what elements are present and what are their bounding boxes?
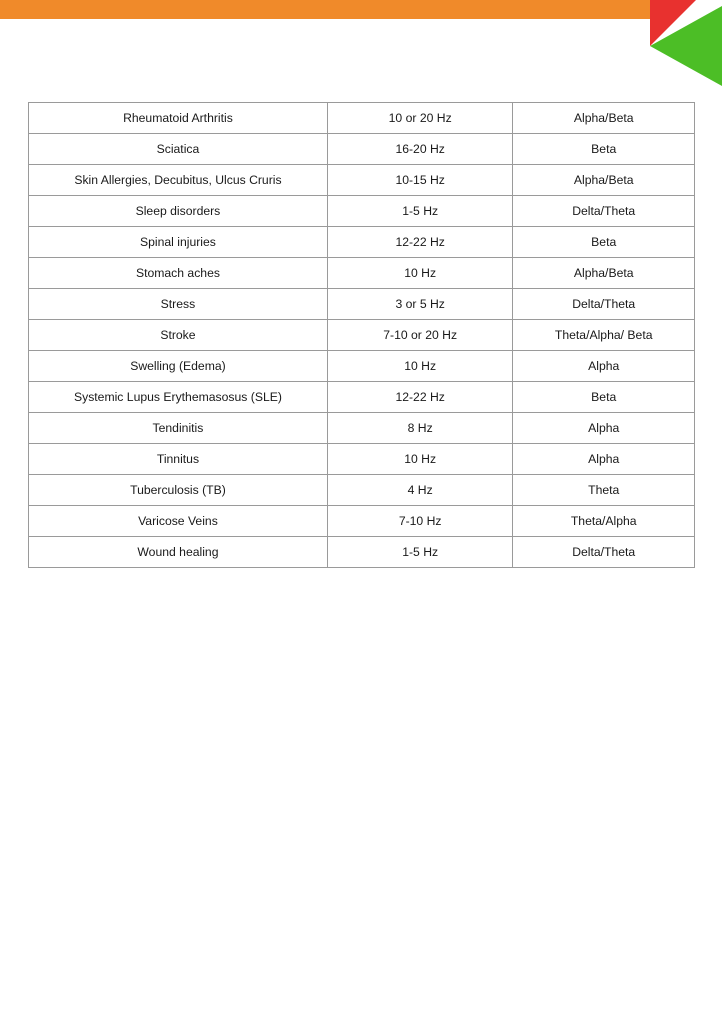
table-row (29, 227, 695, 258)
condition-cell: Varicose Veins (29, 506, 328, 537)
frequency-cell: 8 Hz (327, 413, 513, 444)
condition-cell: Tendinitis (29, 413, 328, 444)
wave-cell: Alpha/Beta (513, 165, 695, 196)
condition-cell: Skin Allergies, Decubitus, Ulcus Cruris (29, 165, 328, 196)
table-body (29, 103, 695, 568)
wave-cell: Theta/Alpha (513, 506, 695, 537)
condition-cell: Tuberculosis (TB) (29, 475, 328, 506)
wave-cell: Delta/Theta (513, 537, 695, 568)
condition-cell: Swelling (Edema) (29, 351, 328, 382)
frequency-cell: 1-5 Hz (327, 537, 513, 568)
table-row (29, 165, 695, 196)
table-row (29, 196, 695, 227)
frequency-cell: 7-10 or 20 Hz (327, 320, 513, 351)
table-row (29, 413, 695, 444)
top-accent-bar (0, 0, 651, 19)
frequency-cell: 12-22 Hz (327, 227, 513, 258)
condition-cell: Sleep disorders (29, 196, 328, 227)
table-row (29, 382, 695, 413)
frequency-cell: 10 Hz (327, 258, 513, 289)
frequency-cell: 16-20 Hz (327, 134, 513, 165)
wave-cell: Alpha (513, 444, 695, 475)
table-row (29, 506, 695, 537)
frequency-table (28, 102, 695, 568)
frequency-cell: 10 Hz (327, 351, 513, 382)
frequency-cell: 4 Hz (327, 475, 513, 506)
wave-cell: Theta (513, 475, 695, 506)
wave-cell: Beta (513, 382, 695, 413)
table-row (29, 258, 695, 289)
frequency-cell: 12-22 Hz (327, 382, 513, 413)
condition-cell: Rheumatoid Arthritis (29, 103, 328, 134)
table-row (29, 134, 695, 165)
condition-cell: Spinal injuries (29, 227, 328, 258)
frequency-cell: 7-10 Hz (327, 506, 513, 537)
wave-cell: Theta/Alpha/ Beta (513, 320, 695, 351)
wave-cell: Alpha/Beta (513, 103, 695, 134)
wave-cell: Delta/Theta (513, 289, 695, 320)
condition-cell: Stress (29, 289, 328, 320)
wave-cell: Alpha (513, 351, 695, 382)
table-row (29, 444, 695, 475)
table-row (29, 103, 695, 134)
wave-cell: Delta/Theta (513, 196, 695, 227)
frequency-cell: 10-15 Hz (327, 165, 513, 196)
table-row (29, 537, 695, 568)
wave-cell: Beta (513, 134, 695, 165)
condition-cell: Tinnitus (29, 444, 328, 475)
condition-cell: Stomach aches (29, 258, 328, 289)
corner-decoration (650, 0, 722, 86)
condition-cell: Wound healing (29, 537, 328, 568)
frequency-cell: 1-5 Hz (327, 196, 513, 227)
table-row (29, 475, 695, 506)
condition-cell: Systemic Lupus Erythemasosus (SLE) (29, 382, 328, 413)
table-row (29, 289, 695, 320)
table-row (29, 320, 695, 351)
condition-cell: Stroke (29, 320, 328, 351)
frequency-cell: 3 or 5 Hz (327, 289, 513, 320)
frequency-cell: 10 or 20 Hz (327, 103, 513, 134)
wave-cell: Alpha (513, 413, 695, 444)
condition-cell: Sciatica (29, 134, 328, 165)
wave-cell: Beta (513, 227, 695, 258)
wave-cell: Alpha/Beta (513, 258, 695, 289)
table-row (29, 351, 695, 382)
frequency-cell: 10 Hz (327, 444, 513, 475)
